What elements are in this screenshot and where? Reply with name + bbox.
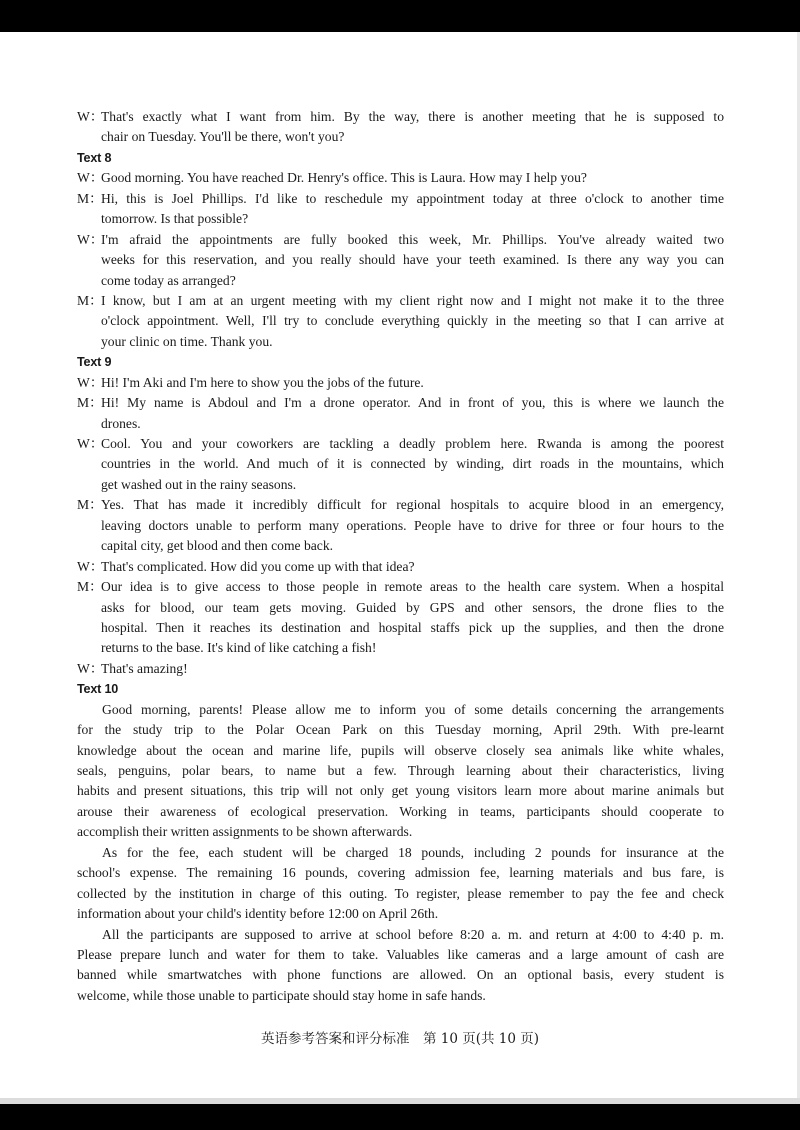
line-text: That's complicated. How did you come up with that idea? [101,558,415,574]
dialogue-line [77,107,724,127]
line-text: capital city, get blood and then come back. [101,538,334,554]
text9-dialogue [77,373,724,680]
speaker-label: M： [77,395,103,411]
dialogue-line [77,189,724,209]
paragraph-line: accomplish their written assignments to be shown afterwards. [77,824,413,840]
speaker-label: W： [77,436,104,451]
line-text: get washed out in the rainy seasons. [101,476,297,492]
line-text: Our idea is to give access to those people in remote areas to the health care system. When a hospital [101,579,724,595]
dialogue-continuation-line [77,209,724,229]
dialogue-continuation-line [77,127,724,147]
page-content [77,107,724,1006]
dialogue-line [77,495,724,515]
dialogue-continuation-line [77,311,724,331]
paragraph-line: banned while smartwatches with phone functions are allowed. On an optional basis, every student is [77,967,724,983]
line-text: drones. [101,415,141,431]
section-heading-text9: Text 9 [77,355,112,370]
top-black-bar [0,0,800,32]
line-text: o'clock appointment. Well, I'll try to conclude everything quickly in the meeting so that I can arrive at [101,313,724,329]
page-footer: 英语参考答案和评分标准 第 10 页(共 10 页) [260,1031,540,1047]
paragraph-line: seals, penguins, polar bears, to name but a few. Through learning about their characteristics, living [77,763,724,778]
paragraph-first-line: Good morning, parents! Please allow me to inform you of some details concerning the arrangements [102,701,724,717]
speaker-label: M： [77,579,103,595]
paragraph-line: knowledge about the ocean and marine life, pupils will observe closely sea animals like white whales, [77,742,724,758]
line-text: your clinic on time. Thank you. [101,333,273,349]
dialogue-line [77,557,724,577]
dialogue-line [77,230,724,250]
dialogue-continuation-line [77,332,724,352]
line-text: Good morning. You have reached Dr. Henry's office. This is Laura. How may I help you? [101,170,587,186]
line-text: Hi! My name is Abdoul and I'm a drone operator. And in front of you, this is where we launch the [101,395,724,411]
speaker-label: W： [77,558,104,574]
dialogue-continuation-line [77,250,724,270]
line-text: countries in the world. And much of it is connected by winding, dirt roads in the mountains, which [101,456,724,472]
line-text: chair on Tuesday. You'll be there, won't you? [101,129,345,145]
line-text: leaving doctors unable to perform many operations. People have to drive for three or four hours to the [101,517,724,533]
line-text: Cool. You and your coworkers are tackling a deadly problem here. Rwanda is among the poorest [101,436,724,451]
text7-continuation [77,107,724,148]
speaker-label: W： [77,170,104,186]
speaker-label: W： [77,374,104,390]
line-text: hospital. Then it reaches its destination and hospital staffs pick up the supplies, and then the drone [101,619,724,635]
dialogue-continuation-line [77,516,724,536]
dialogue-continuation-line [77,598,724,618]
line-text: Yes. That has made it incredibly difficult for regional hospitals to acquire blood in an emergency, [101,497,724,513]
paragraph-first-line: As for the fee, each student will be charged 18 pounds, including 2 pounds for insurance at the [102,844,724,860]
speaker-label: M： [77,190,103,206]
dialogue-line [77,577,724,597]
dialogue-line [77,373,724,393]
line-text: Hi! I'm Aki and I'm here to show you the jobs of the future. [101,374,424,390]
dialogue-continuation-line [77,618,724,638]
paragraph-line: for the study trip to the Polar Ocean Park on this Tuesday morning, April 29th. With pre-learnt [77,722,724,738]
line-text: Hi, this is Joel Phillips. I'd like to reschedule my appointment today at three o'clock to another time [101,190,724,206]
line-text: That's amazing! [101,660,188,676]
text10-monologue [77,700,724,1007]
text8-dialogue [77,168,724,352]
dialogue-line [77,168,724,188]
paragraph-line: welcome, while those unable to participate should stay home in safe hands. [77,987,486,1003]
speaker-label: W： [77,109,104,124]
speaker-label: M： [77,497,103,513]
paragraph-line: collected by the institution in charge of this outing. To register, please remember to pay the fee and check [77,885,724,901]
dialogue-continuation-line [77,414,724,434]
line-text: That's exactly what I want from him. By the way, there is another meeting that he is supposed to [101,109,724,124]
line-text: come today as arranged? [101,272,236,288]
paragraph-line: Please prepare lunch and water for them to take. Valuables like cameras and a large amount of cash are [77,946,724,962]
dialogue-line [77,659,724,679]
line-text: weeks for this reservation, and you really should have your teeth examined. Is there any way you can [101,252,724,268]
speaker-label: M： [77,292,103,308]
dialogue-line [77,434,724,454]
dialogue-continuation-line [77,475,724,495]
dialogue-continuation-line [77,638,724,658]
line-text: asks for blood, our team gets moving. Guided by GPS and other sensors, the drone flies to the [101,599,724,615]
line-text: returns to the base. It's kind of like catching a fish! [101,640,377,656]
section-heading-text8: Text 8 [77,150,112,165]
paragraph-line: arouse their awareness of ecological preservation. Working in teams, participants should cooperate to [77,803,724,819]
dialogue-continuation-line [77,536,724,556]
dialogue-continuation-line [77,271,724,291]
paragraph-line: school's expense. The remaining 16 pounds, covering admission fee, learning materials and bus fare, is [77,865,724,881]
line-text: tomorrow. Is that possible? [101,211,249,227]
dialogue-continuation-line [77,454,724,474]
paragraph-first-line: All the participants are supposed to arrive at school before 8:20 a. m. and return at 4:00 to 4:40 p. m. [102,926,724,942]
speaker-label: W： [77,231,104,247]
line-text: I'm afraid the appointments are fully booked this week, Mr. Phillips. You've already waited two [101,231,724,247]
dialogue-line [77,393,724,413]
paragraph-line: information about your child's identity before 12:00 on April 26th. [77,906,439,922]
paragraph-line: habits and present situations, this trip will not only get young visitors learn more about marine animals but [77,783,724,799]
section-heading-text10: Text 10 [77,682,119,697]
dialogue-line [77,291,724,311]
line-text: I know, but I am at an urgent meeting with my client right now and I might not make it to the three [101,292,724,308]
speaker-label: W： [77,660,104,676]
bottom-black-bar [0,1104,800,1130]
